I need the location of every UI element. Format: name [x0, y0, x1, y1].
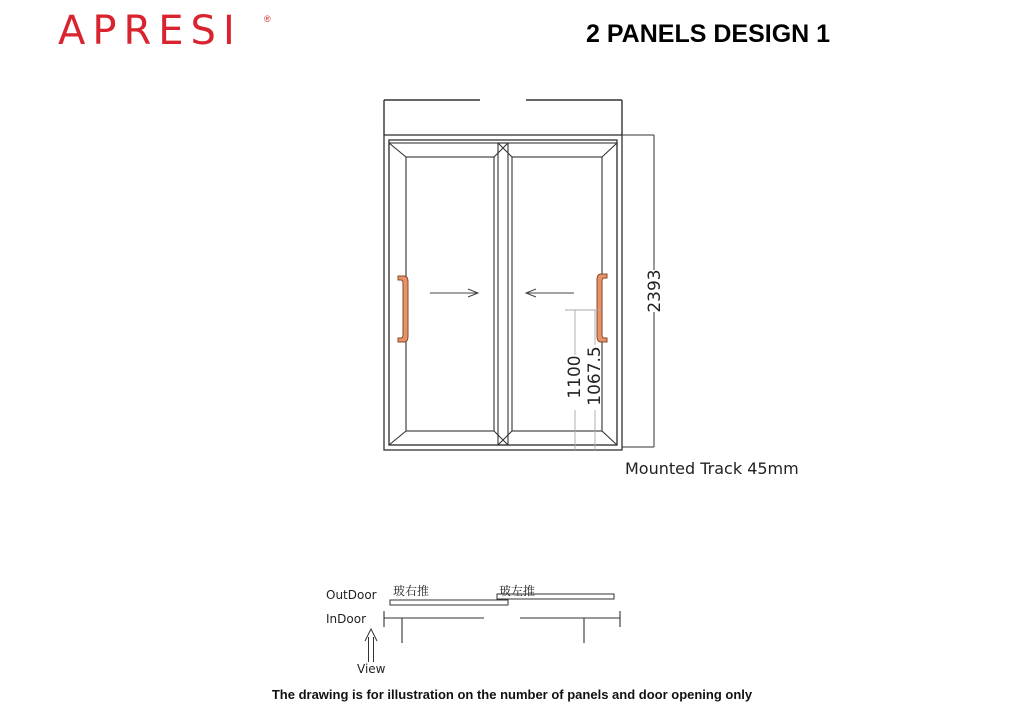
brand-logo: APRESI: [58, 8, 242, 54]
handle-height-1-label: 1100: [565, 355, 585, 399]
indoor-label: InDoor: [326, 612, 367, 626]
top-header-box: [384, 100, 622, 135]
plan-walls: [384, 611, 620, 643]
outdoor-label: OutDoor: [326, 588, 377, 602]
view-arrow-icon: [365, 629, 377, 662]
right-panel-opening-arrow-icon: [526, 289, 574, 297]
page-title: 2 PANELS DESIGN 1: [586, 20, 831, 48]
left-panel-direction-label: 玻右推: [393, 584, 430, 598]
right-handle-icon: [597, 274, 607, 342]
footer-note: The drawing is for illustration on the number of panels and door opening only: [271, 687, 753, 702]
left-handle-icon: [398, 276, 408, 342]
view-label: View: [357, 662, 386, 676]
height-dimension-label: 2393: [645, 269, 665, 313]
handle-height-2-label: 1067.5: [585, 346, 605, 406]
right-panel-direction-label: 玻左推: [499, 584, 536, 598]
registered-mark: ®: [264, 14, 271, 24]
track-note: Mounted Track 45mm: [625, 459, 799, 478]
left-panel-opening-arrow-icon: [430, 289, 478, 297]
